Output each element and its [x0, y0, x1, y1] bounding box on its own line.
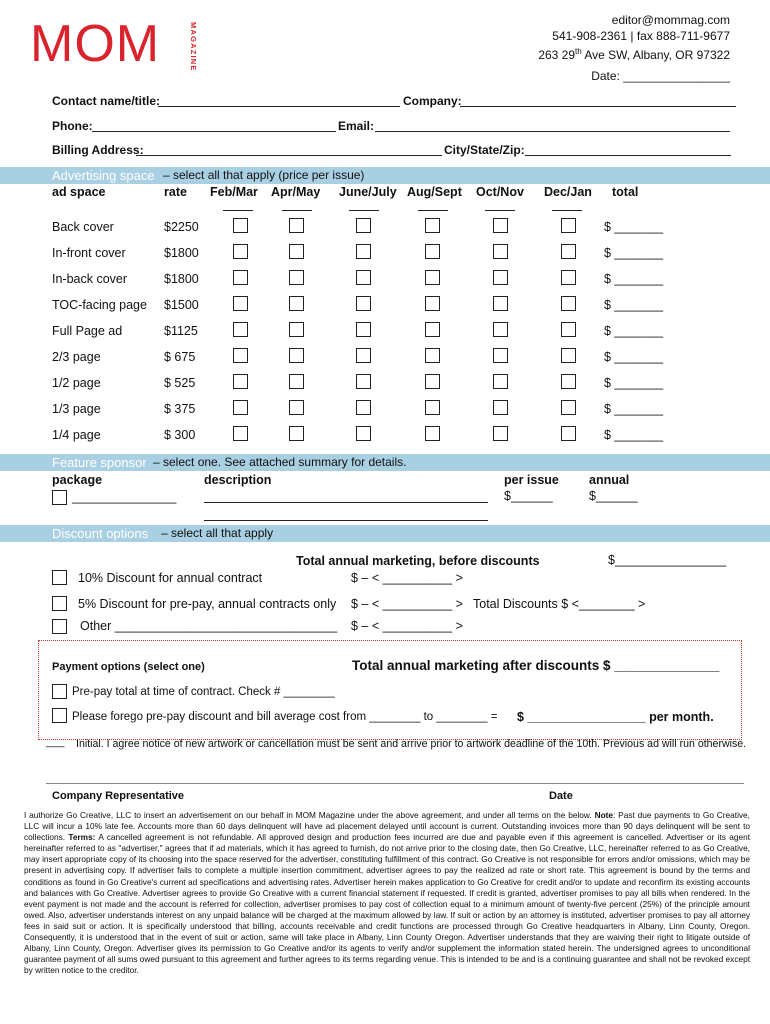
header-underline [282, 210, 312, 211]
discount-annual-calc[interactable]: $ – < __________ > [351, 571, 463, 585]
ad-space-name: Full Page ad [52, 324, 123, 338]
ad-month-checkbox[interactable] [425, 374, 440, 389]
mom-logo: MOM [30, 15, 161, 73]
discount-prepay-checkbox[interactable] [52, 596, 67, 611]
terms-note-label: Note [594, 810, 614, 820]
ad-row-total-field[interactable]: $ _______ [604, 272, 664, 286]
ad-month-checkbox[interactable] [356, 426, 371, 441]
ad-space-rate: $1500 [164, 298, 199, 312]
discount-title: Discount options [52, 526, 149, 541]
ad-month-checkbox[interactable] [425, 296, 440, 311]
ad-month-checkbox[interactable] [289, 218, 304, 233]
feature-annual-field[interactable]: $______ [589, 489, 638, 503]
ad-space-name: Back cover [52, 220, 114, 234]
discount-other-calc[interactable]: $ – < __________ > [351, 619, 463, 633]
ad-month-checkbox[interactable] [425, 400, 440, 415]
ad-space-rate: $2250 [164, 220, 199, 234]
ad-month-checkbox[interactable] [493, 218, 508, 233]
ad-month-checkbox[interactable] [493, 270, 508, 285]
terms-late-fee: : Past due payments to Go Creative, LLC will incur a 10% late fee. Accounts more than 60 days delinquent will have ad placement delayed until account is current. Outstanding invoices more than 90 days delinquent will be sent to collections. [24, 810, 750, 843]
ad-month-checkbox[interactable] [425, 218, 440, 233]
ad-month-checkbox[interactable] [493, 348, 508, 363]
signature-line[interactable] [46, 783, 744, 784]
phone-field[interactable] [92, 131, 336, 132]
discount-annual-label: 10% Discount for annual contract [78, 571, 263, 585]
ad-month-checkbox[interactable] [425, 270, 440, 285]
feature-subtitle: – select one. See attached summary for details. [153, 455, 407, 469]
address-suffix: th [575, 47, 582, 56]
discount-other-checkbox[interactable] [52, 619, 67, 634]
ad-month-checkbox[interactable] [356, 270, 371, 285]
ad-month-checkbox[interactable] [233, 374, 248, 389]
ad-month-checkbox[interactable] [289, 244, 304, 259]
contact-phone-fax: 541-908-2361 | fax 888-711-9677 [552, 29, 730, 43]
terms-intro: I authorize Go Creative, LLC to insert an advertisement on our behalf in MOM Magazine under the above agreement, and under all terms on the below. [24, 810, 592, 820]
company-representative-label: Company Representative [52, 790, 185, 802]
contact-name-field[interactable] [158, 106, 400, 107]
ad-row-total-field[interactable]: $ _______ [604, 428, 664, 442]
ad-space-name: 2/3 page [52, 350, 101, 364]
discount-prepay-calc[interactable]: $ – < __________ > [351, 597, 463, 611]
discount-section-header [0, 525, 770, 542]
ad-month-checkbox[interactable] [356, 322, 371, 337]
ad-month-checkbox[interactable] [561, 270, 576, 285]
city-state-zip-field[interactable] [525, 155, 731, 156]
ad-month-checkbox[interactable] [356, 244, 371, 259]
ad-month-checkbox[interactable] [561, 374, 576, 389]
email-label: Email: [338, 119, 375, 133]
ad-month-checkbox[interactable] [425, 322, 440, 337]
contact-name-label: Contact name/title: [52, 94, 161, 108]
contact-address [538, 44, 730, 63]
discount-other-field[interactable]: Other ________________________________ [80, 619, 338, 633]
ad-month-checkbox[interactable] [356, 374, 371, 389]
month-header-apr-may: Apr/May [271, 185, 321, 199]
ad-month-checkbox[interactable] [561, 400, 576, 415]
month-header-june-july: June/July [339, 185, 397, 199]
feature-section-header [0, 454, 770, 471]
ad-space-name: 1/3 page [52, 402, 101, 416]
ad-month-checkbox[interactable] [493, 400, 508, 415]
ad-space-name: 1/2 page [52, 376, 101, 390]
ad-month-checkbox[interactable] [233, 348, 248, 363]
billing-address-label: Billing Address: [52, 143, 144, 157]
ad-row-total-field[interactable]: $ _______ [604, 324, 664, 338]
date-field[interactable]: Date: ________________ [591, 69, 730, 83]
ad-space-name: 1/4 page [52, 428, 101, 442]
ad-month-checkbox[interactable] [233, 218, 248, 233]
ad-row-total-field[interactable]: $ _______ [604, 350, 664, 364]
ad-month-checkbox[interactable] [493, 244, 508, 259]
ad-row-total-field[interactable]: $ _______ [604, 220, 664, 234]
ad-space-rate: $ 675 [164, 350, 196, 364]
ad-space-rate: $ 375 [164, 402, 196, 416]
payment-options-title: Payment options (select one) [52, 661, 205, 673]
header-underline [552, 210, 582, 211]
ad-month-checkbox[interactable] [561, 218, 576, 233]
company-label: Company: [403, 94, 462, 108]
signature-date-label: Date [549, 790, 573, 802]
ad-space-name: In-back cover [52, 272, 128, 286]
ad-month-checkbox[interactable] [561, 322, 576, 337]
ad-month-checkbox[interactable] [289, 348, 304, 363]
ad-month-checkbox[interactable] [289, 374, 304, 389]
total-discounts-field[interactable]: Total Discounts $ <________ > [473, 597, 646, 611]
email-field[interactable] [375, 131, 730, 132]
ad-row-total-field[interactable]: $ _______ [604, 376, 664, 390]
ad-row-total-field[interactable]: $ _______ [604, 298, 664, 312]
ad-space-header: ad space [52, 185, 106, 199]
total-before-discounts-field[interactable]: $________________ [608, 553, 727, 567]
ad-month-checkbox[interactable] [289, 426, 304, 441]
ad-month-checkbox[interactable] [561, 348, 576, 363]
feature-title: Feature sponsor [52, 455, 147, 470]
prepay-checkbox[interactable] [52, 684, 67, 699]
rate-header: rate [164, 185, 187, 199]
feature-package-field[interactable]: _______________ [72, 490, 177, 504]
ad-space-rate: $1800 [164, 246, 199, 260]
ad-month-checkbox[interactable] [493, 322, 508, 337]
ad-month-checkbox[interactable] [233, 400, 248, 415]
ad-month-checkbox[interactable] [233, 426, 248, 441]
header-underline [485, 210, 515, 211]
ad-space-rate: $ 300 [164, 428, 196, 442]
ad-month-checkbox[interactable] [493, 374, 508, 389]
ad-month-checkbox[interactable] [561, 426, 576, 441]
ad-month-checkbox[interactable] [356, 218, 371, 233]
header-underline [418, 210, 448, 211]
phone-label: Phone: [52, 119, 93, 133]
ad-space-rate: $1800 [164, 272, 199, 286]
terms-body: A cancelled agreement is not refundable. All approved design and production fees incurred are due and payable even if this agreement is cancelled. Advertiser or its agent hereinafter referred to as "advertiser," agrees that if ad materials, which it has agreed to furnish, do not arrive prior to the closing date, then Go Creative, LLC, hereinafter referred to as Go Creative, may insert appropriate copy of its choosing into the space reserved for the advertiser, constituting fulfillment of this contract. Go Creative is not responsible for errors and/or omissions, which may be present in advertising copy. If advertiser fails to complete a multiple insertion commitment, advertiser agrees to pay the realized ad rate or short rate. This agreement is bound by the terms and conditions as found in Go Creative's current ad specifications and advertising rates. Advertiser herein makes application to Go Creative for credit and/or to update and reconfirm its existing accounts and balances with Go Creative. Advertiser agrees to provide Go Creative with a current financial statement if requested. If credit is granted, advertiser promises to pay all bills when rendered. In the event payment is not made and the account is referred for collection, advertiser promises to pay cost of collection equal to a minimum amount of twenty-five percent (25%) of the principle amount owed. Also, advertiser understands interest on any unpaid balance will be charged at the maximum allowed by law. If suit or action by an attorney is instituted, advertiser promises to pay all attorney fees in said suit or action. It is specifically understood that billing, accounts receivable and credit functions are processed through Go Creative headquarters in Albany, Linn County, Oregon. Consequently, it is understood that in the event of suit or action, same will take place in Albany, Linn County Oregon. Advertiser understands that they are waiving their right to litigate outside of Albany, Linn County, Oregon. Advertiser gives its permission to Go Creative and/or its agents to verify and/or supplement the information stated herein. The undersigned agrees to unconditional guarantee payment of all sums owed pursuant to this agreement and further agrees to its terms regarding venue. This is intended to be and is a continuing guarantee and shall not be revoked except by written notice to the creditor. [24, 832, 751, 976]
ad-space-name: TOC-facing page [52, 298, 147, 312]
month-header-oct-nov: Oct/Nov [476, 185, 524, 199]
total-after-discounts[interactable]: Total annual marketing after discounts $ ______________ [352, 658, 720, 673]
ad-month-checkbox[interactable] [425, 426, 440, 441]
discount-subtitle: – select all that apply [161, 526, 274, 540]
ad-month-checkbox[interactable] [493, 296, 508, 311]
feature-description-field-2[interactable] [204, 520, 488, 521]
advertising-subtitle: – select all that apply (price per issue) [163, 168, 365, 182]
header-underline [223, 210, 253, 211]
address-number: 263 29 [538, 48, 576, 62]
total-header: total [612, 185, 639, 199]
feature-package-checkbox[interactable] [52, 490, 67, 505]
ad-month-checkbox[interactable] [493, 426, 508, 441]
address-street: Ave SW, Albany, OR 97322 [581, 48, 730, 62]
per-month-amount[interactable]: $ _________________ per month. [517, 710, 714, 724]
ad-space-rate: $1125 [164, 324, 198, 338]
company-field[interactable] [460, 106, 736, 107]
ad-month-checkbox[interactable] [425, 348, 440, 363]
initial-field[interactable]: ___ [46, 736, 65, 748]
ad-month-checkbox[interactable] [233, 270, 248, 285]
month-header-aug-sept: Aug/Sept [407, 185, 462, 199]
city-state-zip-label: City/State/Zip: [444, 143, 525, 157]
advertising-section-header [0, 167, 770, 184]
initial-agreement-text: Initial. I agree notice of new artwork or cancellation must be sent and arrive prior to artwork deadline of the 10th. Previous ad will run otherwise. [76, 738, 747, 750]
discount-prepay-label: 5% Discount for pre-pay, annual contracts only [78, 597, 337, 611]
ad-month-checkbox[interactable] [356, 348, 371, 363]
ad-month-checkbox[interactable] [289, 270, 304, 285]
feature-description-field[interactable] [204, 502, 488, 503]
ad-month-checkbox[interactable] [356, 400, 371, 415]
feature-per-issue-field[interactable]: $______ [504, 489, 553, 503]
ad-row-total-field[interactable]: $ _______ [604, 402, 664, 416]
package-header: package [52, 473, 103, 487]
ad-row-total-field[interactable]: $ _______ [604, 246, 664, 260]
description-header: description [204, 473, 272, 487]
magazine-logo-subtext: MAGAZINE [189, 22, 198, 72]
ad-month-checkbox[interactable] [561, 244, 576, 259]
ad-month-checkbox[interactable] [356, 296, 371, 311]
prepay-label[interactable]: Pre-pay total at time of contract. Check # ________ [72, 686, 335, 698]
forego-prepay-checkbox[interactable] [52, 708, 67, 723]
ad-space-name: In-front cover [52, 246, 126, 260]
discount-annual-checkbox[interactable] [52, 570, 67, 585]
per-issue-header: per issue [504, 473, 559, 487]
ad-month-checkbox[interactable] [289, 296, 304, 311]
month-header-dec-jan: Dec/Jan [544, 185, 592, 199]
ad-month-checkbox[interactable] [425, 244, 440, 259]
total-before-discounts-label: Total annual marketing, before discounts [296, 554, 540, 568]
ad-month-checkbox[interactable] [561, 296, 576, 311]
terms-terms-label: Terms: [68, 832, 96, 843]
contact-email: editor@mommag.com [611, 13, 730, 27]
ad-month-checkbox[interactable] [233, 322, 248, 337]
ad-month-checkbox[interactable] [233, 296, 248, 311]
ad-month-checkbox[interactable] [289, 400, 304, 415]
ad-month-checkbox[interactable] [233, 244, 248, 259]
advertising-title: Advertising space [52, 168, 155, 183]
forego-prepay-label[interactable]: Please forego pre-pay discount and bill average cost from ________ to ________ = [72, 711, 498, 723]
header-underline [349, 210, 379, 211]
ad-space-rate: $ 525 [164, 376, 196, 390]
ad-month-checkbox[interactable] [289, 322, 304, 337]
annual-header: annual [589, 473, 630, 487]
month-header-feb-mar: Feb/Mar [210, 185, 258, 199]
terms-paragraph [24, 810, 750, 976]
billing-address-field[interactable] [136, 155, 442, 156]
